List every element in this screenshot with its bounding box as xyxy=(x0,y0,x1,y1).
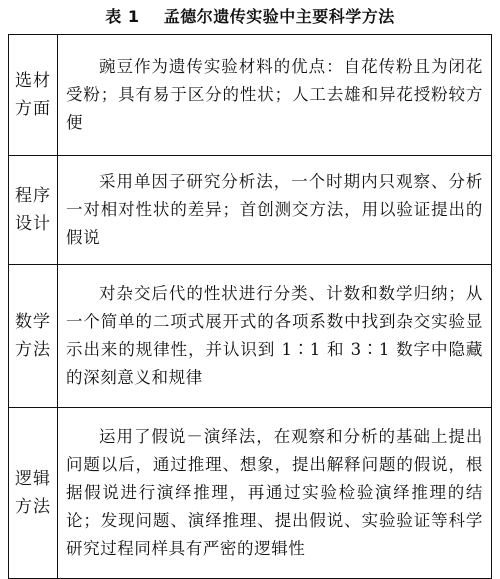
table-row xyxy=(9,35,492,156)
row-label-line: 选材 xyxy=(15,71,51,91)
row-label-logic-method xyxy=(9,408,58,579)
row-label-line: 方法 xyxy=(15,497,51,517)
row-label-line: 设计 xyxy=(15,214,51,234)
row-content-procedure-design: 采用单因子研究分析法，一个时期内只观察、分析一对相对性状的差异；首创测交方法，用以验证提出的假说 xyxy=(58,156,492,265)
row-label-procedure-design xyxy=(9,156,58,265)
row-label-line: 方法 xyxy=(15,340,51,360)
row-content-logic-method: 运用了假说－演绎法，在观察和分析的基础上提出问题以后，通过推理、想象，提出解释问题的假说，根据假说进行演绎推理，再通过实验检验演绎推理的结论；发现问题、演绎推理、提出假说、实验验证等科学研究过程同样具有严密的逻辑性 xyxy=(58,408,492,579)
table-row xyxy=(9,156,492,265)
row-label-line: 程序 xyxy=(15,186,51,206)
row-label-math-method xyxy=(9,265,58,408)
row-label-line: 逻辑 xyxy=(15,469,51,489)
row-label-line: 方面 xyxy=(15,99,51,119)
table-row xyxy=(9,265,492,408)
row-label-line: 数学 xyxy=(15,312,51,332)
row-label-material-selection xyxy=(9,35,58,156)
row-content-math-method: 对杂交后代的性状进行分类、计数和数学归纳；从一个简单的二项式展开式的各项系数中找到杂交实验显示出来的规律性，并认识到 1∶1 和 3∶1 数字中隐藏的深刻意义和规律 xyxy=(58,265,492,408)
table-row xyxy=(9,408,492,579)
table-caption: 表 1 孟德尔遗传实验中主要科学方法 xyxy=(105,7,395,26)
methods-table xyxy=(8,34,492,579)
row-content-material-selection: 豌豆作为遗传实验材料的优点：自花传粉且为闭花受粉；具有易于区分的性状；人工去雄和异花授粉较方便 xyxy=(58,35,492,156)
